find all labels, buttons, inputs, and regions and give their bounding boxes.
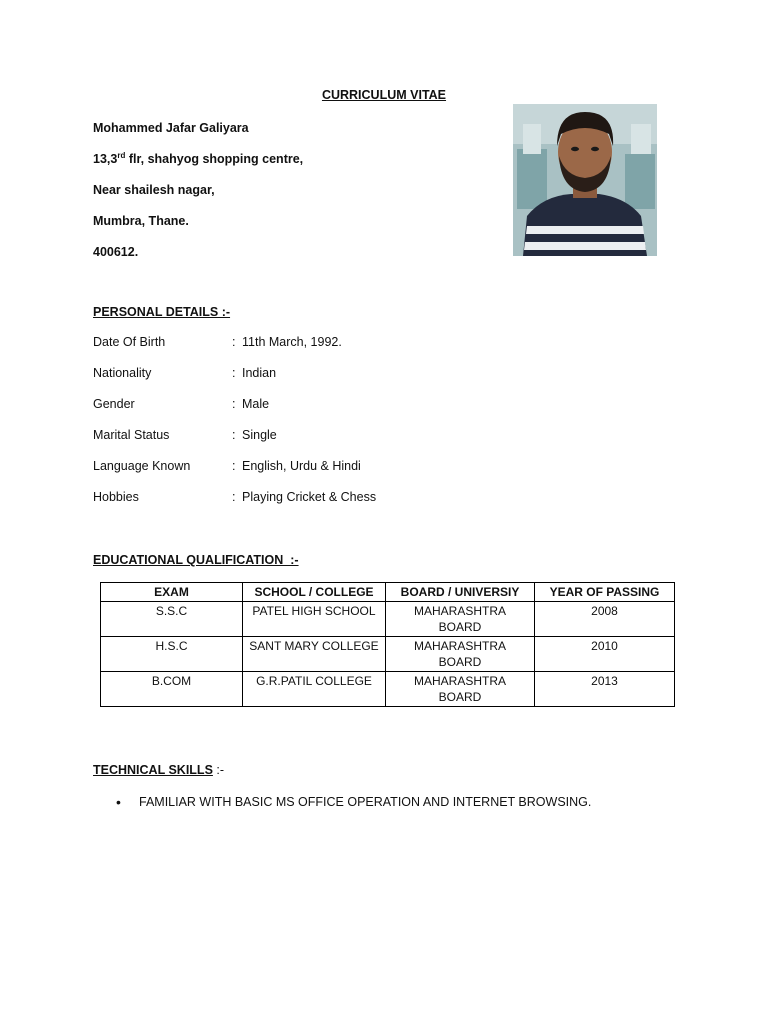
table-row xyxy=(101,637,675,672)
personal-value: 11th March, 1992. xyxy=(242,335,342,349)
personal-label: Marital Status xyxy=(93,428,170,442)
table-cell: 2010 xyxy=(535,637,675,672)
table-row xyxy=(101,672,675,707)
technical-skills-heading xyxy=(93,763,224,777)
personal-value: Playing Cricket & Chess xyxy=(242,490,377,504)
column-header: EXAM xyxy=(101,583,243,602)
document-title: CURRICULUM VITAE xyxy=(321,88,447,102)
personal-label: Date Of Birth xyxy=(93,335,166,349)
table-cell: 2013 xyxy=(535,672,675,707)
personal-separator: : xyxy=(232,335,236,349)
bullet-icon: • xyxy=(116,794,121,810)
candidate-name: Mohammed Jafar Galiyara xyxy=(93,121,249,135)
table-cell: MAHARASHTRA BOARD xyxy=(386,637,535,672)
table-cell: S.S.C xyxy=(101,602,243,637)
table-header-row xyxy=(101,583,675,602)
address-pin: 400612. xyxy=(93,245,139,259)
table-cell: PATEL HIGH SCHOOL xyxy=(243,602,386,637)
table-cell: MAHARASHTRA BOARD xyxy=(386,602,535,637)
address-line-1-prefix: 13,3 xyxy=(93,152,118,166)
personal-row xyxy=(93,366,553,384)
profile-photo xyxy=(513,104,657,256)
personal-separator: : xyxy=(232,459,236,473)
table-cell: 2008 xyxy=(535,602,675,637)
personal-separator: : xyxy=(232,366,236,380)
personal-label: Gender xyxy=(93,397,135,411)
personal-separator: : xyxy=(232,397,236,411)
personal-separator: : xyxy=(232,490,236,504)
skill-item: FAMILIAR WITH BASIC MS OFFICE OPERATION AND INTERNET BROWSING. xyxy=(139,795,592,809)
address-line-3: Mumbra, Thane. xyxy=(93,214,189,228)
column-header: BOARD / UNIVERSIY xyxy=(386,583,535,602)
address-line-2: Near shailesh nagar, xyxy=(93,183,215,197)
column-header: SCHOOL / COLLEGE xyxy=(243,583,386,602)
personal-value: Single xyxy=(242,428,277,442)
personal-row xyxy=(93,428,553,446)
table-cell: SANT MARY COLLEGE xyxy=(243,637,386,672)
column-header: YEAR OF PASSING xyxy=(535,583,675,602)
personal-label: Language Known xyxy=(93,459,191,473)
personal-row xyxy=(93,490,553,508)
address-line-1-superscript: rd xyxy=(117,150,126,160)
table-cell: MAHARASHTRA BOARD xyxy=(386,672,535,707)
education-table xyxy=(100,582,675,707)
personal-label: Nationality xyxy=(93,366,152,380)
personal-label: Hobbies xyxy=(93,490,139,504)
personal-details-heading: PERSONAL DETAILS :- xyxy=(93,305,231,319)
personal-row xyxy=(93,397,553,415)
table-cell: H.S.C xyxy=(101,637,243,672)
education-heading: EDUCATIONAL QUALIFICATION :- xyxy=(93,553,299,567)
personal-row xyxy=(93,335,553,353)
personal-value: Indian xyxy=(242,366,277,380)
address-line-1-rest: flr, shahyog shopping centre, xyxy=(125,152,304,166)
table-cell: B.COM xyxy=(101,672,243,707)
table-cell: G.R.PATIL COLLEGE xyxy=(243,672,386,707)
personal-row xyxy=(93,459,553,477)
table-row xyxy=(101,602,675,637)
technical-skills-suffix: :- xyxy=(212,763,225,777)
personal-value: English, Urdu & Hindi xyxy=(242,459,361,473)
personal-value: Male xyxy=(242,397,270,411)
personal-separator: : xyxy=(232,428,236,442)
technical-skills-title: TECHNICAL SKILLS xyxy=(93,763,213,777)
address-line-1 xyxy=(93,152,303,166)
